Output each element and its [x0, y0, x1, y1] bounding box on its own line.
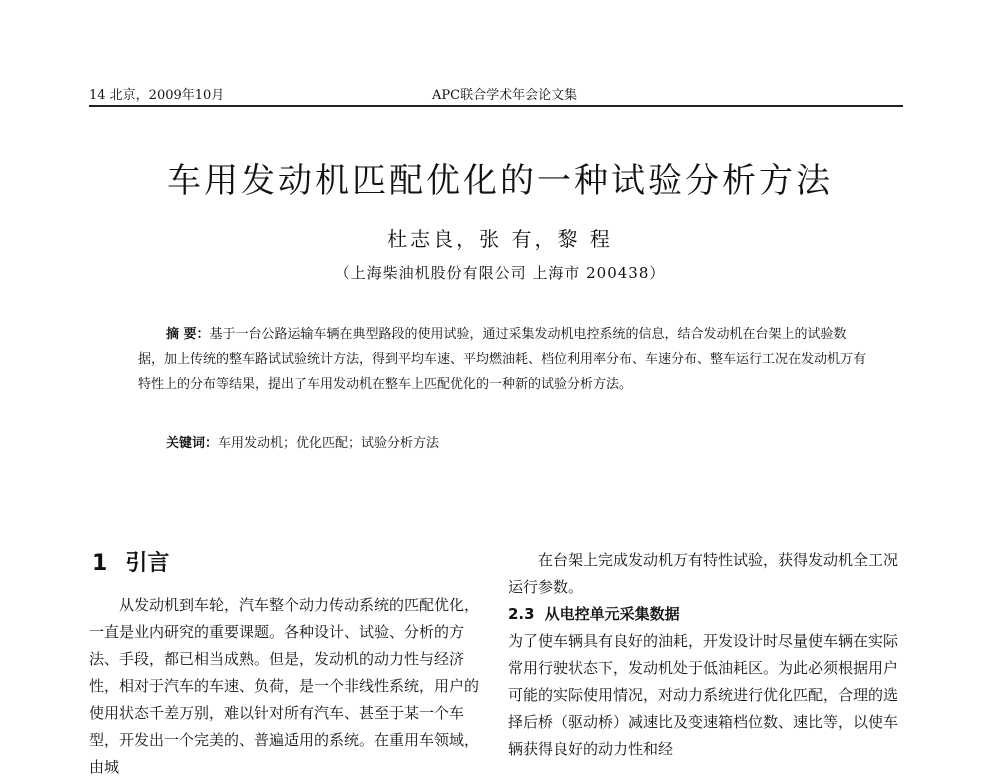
- continuation-paragraph: 在台架上完成发动机万有特性试验，获得发动机全工况运行参数。: [508, 551, 899, 596]
- keywords-label: 关键词：: [166, 436, 219, 451]
- page-info: 14 北京，2009年10月: [89, 88, 225, 103]
- section-number: 1: [92, 551, 108, 576]
- right-column: [508, 547, 906, 763]
- abstract-text: 基于一台公路运输车辆在典型路段的使用试验，通过采集发动机电控系统的信息，结合发动机在台架上的试验数据，加上传统的整车路试试验统计方法，得到平均车速、平均燃油耗、档位利用率分布、车速分布、整车运行工况在发动机万有特性上的分布等结果，提出了车用发动机在整车上匹配优化的一种新的试验分析方法。: [138, 327, 867, 392]
- paper-authors: 杜志良，张 有，黎 程: [387, 227, 613, 251]
- intro-paragraph: 从发动机到车轮，汽车整个动力传动系统的匹配优化，一直是业内研究的重要课题。各种设计、试验、分析的方法、手段，都已相当成熟。但是，发动机的动力性与经济性，相对于汽车的车速、负荷，是一个非线性系统，用户的使用状态千差万别，难以针对所有汽车、甚至于某一个车型，开发出一个完美的、普遍适用的系统。在重用车领域，由城: [89, 596, 480, 776]
- keywords: [166, 432, 439, 451]
- section-heading: [92, 546, 169, 577]
- subsection-heading: [508, 601, 906, 628]
- subsection-paragraph: 为了使车辆具有良好的油耗，开发设计时尽量使车辆在实际常用行驶状态下，发动机处于低油耗区。为此必须根据用户可能的实际使用情况，对动力系统进行优化匹配，合理的选择后桥（驱动桥）减速比及变速箱档位数、速比等，以使车辆获得良好的动力性和经: [508, 632, 899, 758]
- left-column: [89, 592, 489, 781]
- running-header: [89, 84, 900, 104]
- subsection-number: 2.3: [508, 605, 535, 623]
- journal-name: APC联合学术年会论文集: [432, 88, 578, 103]
- section-title: 引言: [125, 551, 170, 576]
- paper-affiliation: （上海柴油机股份有限公司 上海市 200438）: [334, 264, 666, 282]
- abstract-label: 摘 要：: [166, 327, 210, 342]
- paper-title: 车用发动机匹配优化的一种试验分析方法: [167, 161, 833, 201]
- subsection-title: 从电控单元采集数据: [544, 605, 680, 623]
- abstract-body: [138, 322, 872, 397]
- keywords-text: 车用发动机；优化匹配；试验分析方法: [218, 436, 440, 451]
- header-rule: [89, 105, 903, 107]
- abstract: [138, 322, 872, 397]
